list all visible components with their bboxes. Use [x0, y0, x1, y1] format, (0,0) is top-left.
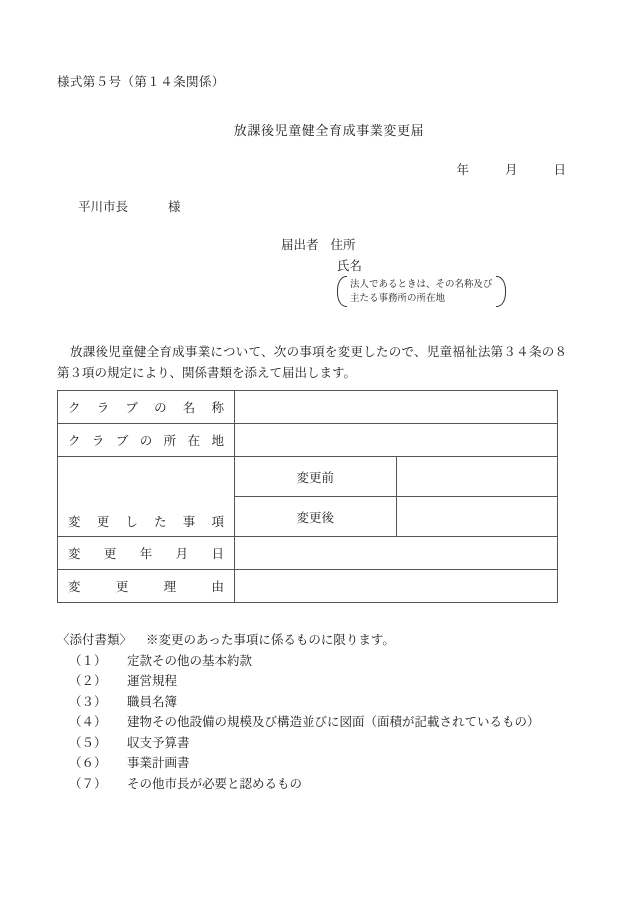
- list-item: [57, 712, 540, 733]
- submitter-name-label: 氏名: [337, 258, 363, 273]
- row-value-change-reason[interactable]: [235, 570, 558, 603]
- addressee: [78, 197, 181, 215]
- body-paragraph-text: 放課後児童健全育成事業について、次の事項を変更したので、児童福祉法第３４条の８第３項の規定により、関係書類を添えて届出します。: [57, 344, 567, 380]
- form-number: 様式第５号（第１４条関係）: [57, 74, 225, 89]
- bracket-right-icon: [496, 276, 506, 307]
- list-item-label: 事業計画書: [127, 755, 190, 770]
- submitter-address-label: 住所: [330, 237, 356, 252]
- list-item: [57, 692, 540, 713]
- list-item: [57, 733, 540, 754]
- submitter-note: [337, 276, 506, 307]
- row-value-change-date[interactable]: [235, 537, 558, 570]
- table-row: [58, 424, 558, 457]
- table-row: [58, 391, 558, 424]
- row-label-club-name: クラブの名称: [58, 391, 235, 424]
- addressee-name: 平川市長: [78, 199, 129, 214]
- submitter-note-line1: 法人であるときは、その名称及び: [350, 279, 493, 290]
- attachments-note: ※変更のあった事項に係るものに限ります。: [146, 632, 395, 647]
- sub-label-after: 変更後: [235, 497, 397, 537]
- list-item-number: （４）: [69, 714, 107, 729]
- row-label-change-date: 変更年月日: [58, 537, 235, 570]
- bracket-left-icon: [337, 276, 347, 307]
- list-item: [57, 671, 540, 692]
- row-label-changed-items: 変更した事項: [58, 457, 235, 537]
- row-value-before[interactable]: [396, 457, 558, 497]
- row-label-change-reason: 変更理由: [58, 570, 235, 603]
- table-row: [58, 537, 558, 570]
- attachments-heading: 〈添付書類〉: [57, 632, 133, 647]
- list-item-number: （７）: [69, 775, 107, 791]
- list-item-label: その他市長が必要と認めるもの: [127, 775, 303, 791]
- date-day-label: 日: [553, 162, 566, 177]
- submitter-name-row: [281, 255, 362, 276]
- submitter-block: [281, 234, 362, 276]
- body-paragraph: [57, 341, 567, 383]
- table-row: [58, 457, 558, 497]
- attachments-heading-row: [57, 630, 540, 651]
- list-item-label: 運営規程: [127, 673, 178, 688]
- list-item-number: （１）: [69, 652, 107, 668]
- attachments-section: [57, 630, 540, 794]
- list-item-label: 収支予算書: [127, 734, 190, 750]
- submitter-note-line2: 主たる事務所の所在地: [350, 292, 446, 304]
- submitter-note-text: [350, 276, 493, 307]
- row-value-club-address[interactable]: [235, 424, 558, 457]
- list-item-number: （２）: [69, 673, 107, 688]
- change-notification-table: [57, 390, 558, 603]
- row-value-after[interactable]: [396, 497, 558, 537]
- sub-label-before: 変更前: [235, 457, 397, 497]
- date-month-label: 月: [504, 162, 518, 177]
- list-item: [57, 774, 540, 795]
- list-item-label: 職員名簿: [127, 693, 178, 709]
- page-title: 放課後児童健全育成事業変更届: [233, 124, 425, 139]
- list-item-label: 建物その他設備の規模及び構造並びに図面（面積が記載されているもの）: [127, 714, 540, 729]
- submitter-label: 届出者: [281, 237, 319, 252]
- date-year-label: 年: [456, 162, 469, 177]
- date-line: [456, 160, 566, 178]
- submitter-address-row: [281, 234, 362, 255]
- list-item-number: （５）: [69, 734, 107, 750]
- row-label-club-address: クラブの所在地: [58, 424, 235, 457]
- row-value-club-name[interactable]: [235, 391, 558, 424]
- list-item: [57, 753, 540, 774]
- table-row: [58, 570, 558, 603]
- list-item-label: 定款その他の基本約款: [127, 652, 253, 668]
- list-item: [57, 651, 540, 672]
- list-item-number: （３）: [69, 693, 107, 709]
- list-item-number: （６）: [69, 755, 107, 770]
- attachments-list: [57, 651, 540, 795]
- addressee-honorific: 様: [168, 199, 181, 214]
